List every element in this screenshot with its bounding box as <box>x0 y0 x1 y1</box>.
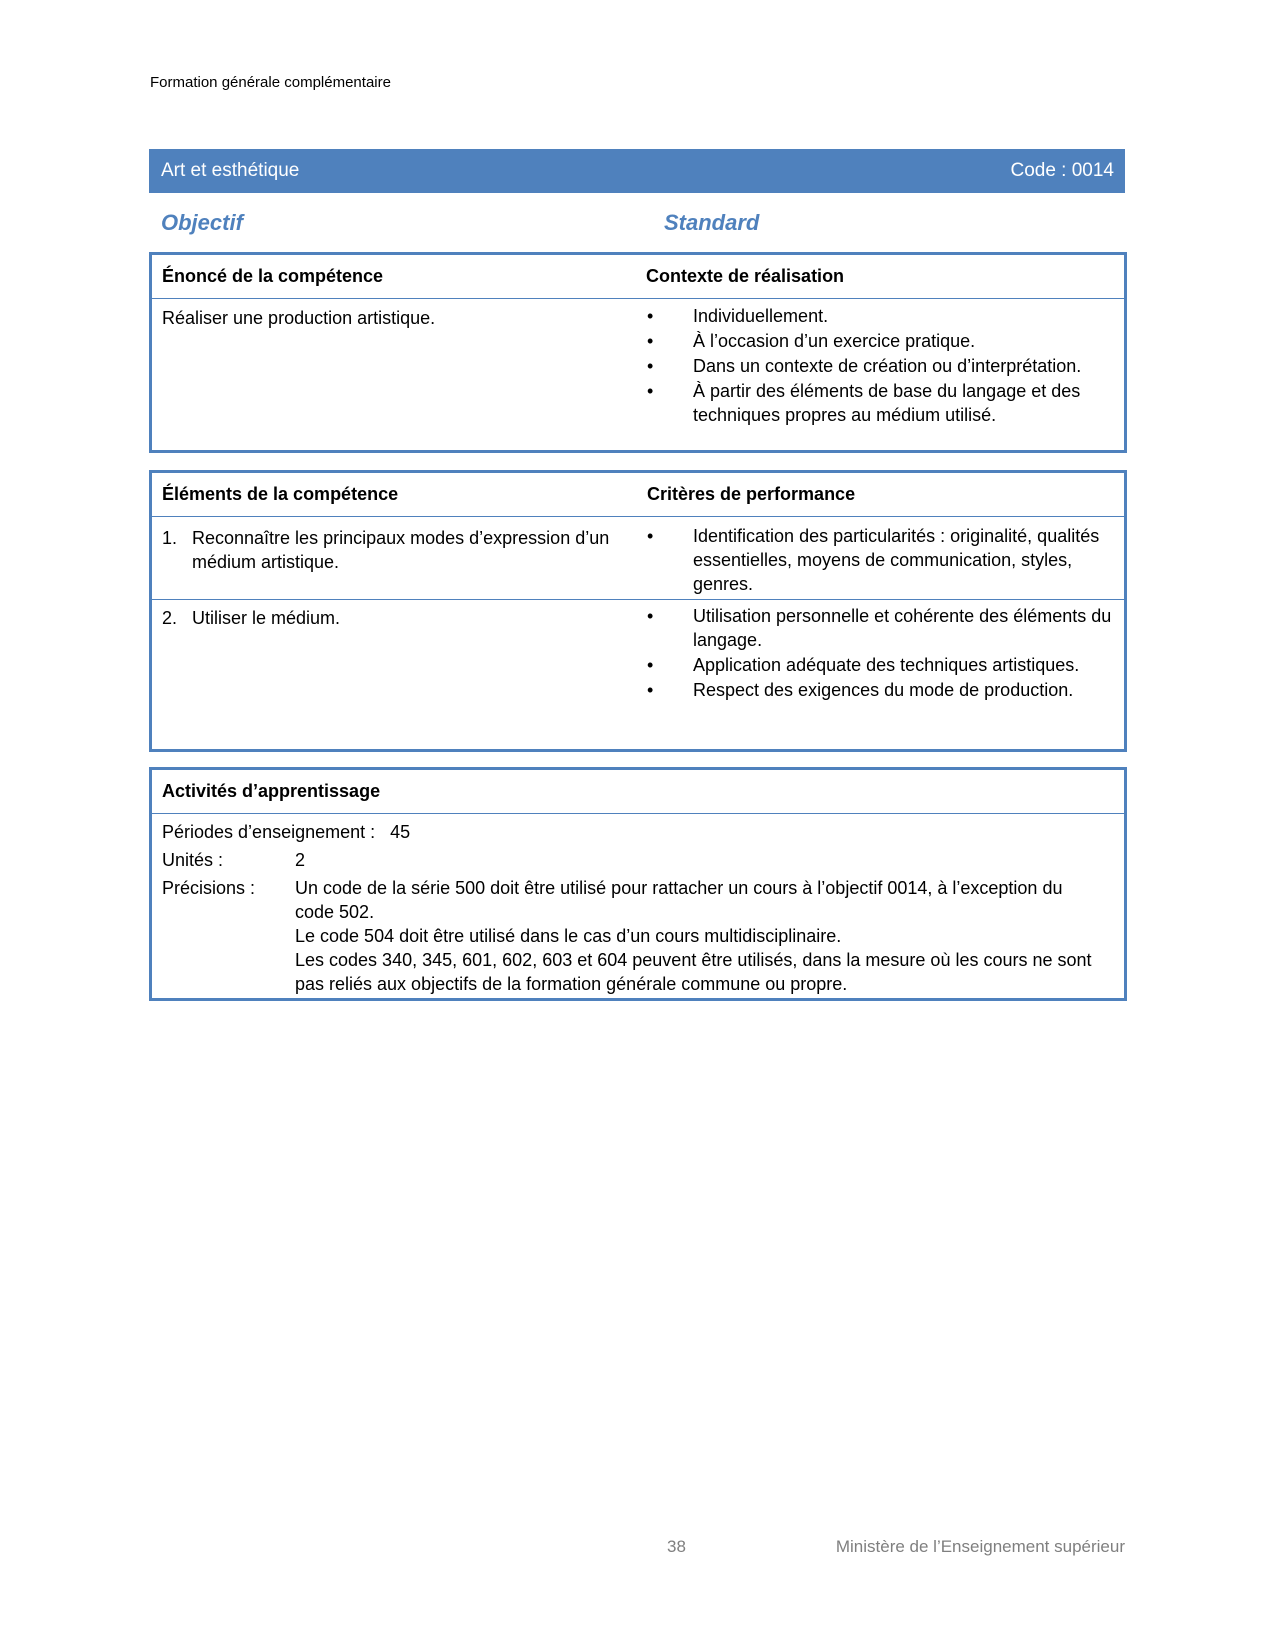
unites-label: Unités : <box>162 850 224 870</box>
list-item: • Application adéquate des techniques artistiques. <box>647 653 1114 677</box>
enonce-heading: Énoncé de la compétence <box>162 266 384 286</box>
element-number: 2. <box>162 608 178 628</box>
contexte-heading: Contexte de réalisation <box>646 266 845 286</box>
precision-item: Un code de la série 500 doit être utilisé pour rattacher un cours à l’objectif 0014, à l’exception du code 502. <box>295 878 1063 922</box>
element-text: Reconnaître les principaux modes d’expression d’un médium artistique. <box>192 528 610 572</box>
competence-box <box>149 252 1127 453</box>
precision-item: Le code 504 doit être utilisé dans le cas d’un cours multidisciplinaire. <box>295 926 842 946</box>
periodes-value: 45 <box>390 822 411 842</box>
course-code: Code : 0014 <box>1010 160 1114 181</box>
precisions-label: Précisions : <box>162 878 256 898</box>
list-item: • Identification des particularités : originalité, qualités essentielles, moyens de communication, styles, genres. <box>647 524 1114 596</box>
competence-statement: Réaliser une production artistique. <box>162 308 436 328</box>
element-number: 1. <box>162 528 178 548</box>
objectif-row <box>161 210 801 236</box>
unites-line <box>162 848 305 872</box>
course-title: Art et esthétique <box>161 160 300 181</box>
title-bar <box>149 149 1125 193</box>
page-number: 38 <box>667 1537 686 1556</box>
list-item: • Individuellement. <box>647 304 1114 328</box>
list-item: • À partir des éléments de base du langage et des techniques propres au médium utilisé. <box>647 379 1114 427</box>
contexte-list <box>647 304 1114 428</box>
list-item: • Dans un contexte de création ou d’interprétation. <box>647 354 1114 378</box>
precision-item: Les codes 340, 345, 601, 602, 603 et 604 peuvent être utilisés, dans la mesure où les cours ne sont pas reliés aux objectifs de la formation générale commune ou propre. <box>295 950 1092 994</box>
activites-header <box>152 770 1124 814</box>
elements-header <box>152 473 1124 517</box>
list-item: • À l’occasion d’un exercice pratique. <box>647 329 1114 353</box>
elements-heading: Éléments de la compétence <box>162 484 399 504</box>
list-item: • Utilisation personnelle et cohérente des éléments du langage. <box>647 604 1114 652</box>
activites-box <box>149 767 1127 1001</box>
running-header: Formation générale complémentaire <box>150 74 391 91</box>
table-row <box>162 526 632 574</box>
elements-box <box>149 470 1127 752</box>
unites-value: 2 <box>295 850 306 870</box>
periodes-label: Périodes d’enseignement : <box>162 822 376 842</box>
activites-heading: Activités d’apprentissage <box>162 781 381 801</box>
element-item <box>162 526 632 574</box>
element-text: Utiliser le médium. <box>192 608 341 628</box>
standard-label: Standard <box>664 210 760 235</box>
criteres-heading: Critères de performance <box>647 484 856 504</box>
row-divider <box>152 599 1124 600</box>
footer-ministry: Ministère de l’Enseignement supérieur <box>835 1537 1125 1556</box>
objectif-label: Objectif <box>161 210 243 235</box>
periodes-line <box>162 820 410 844</box>
element-item <box>162 606 632 630</box>
table-row <box>162 606 632 630</box>
competence-header <box>152 255 1124 299</box>
list-item: • Respect des exigences du mode de production. <box>647 678 1114 702</box>
criteria-list <box>647 524 1114 597</box>
criteria-list <box>647 604 1114 703</box>
precisions-block <box>162 876 1104 996</box>
